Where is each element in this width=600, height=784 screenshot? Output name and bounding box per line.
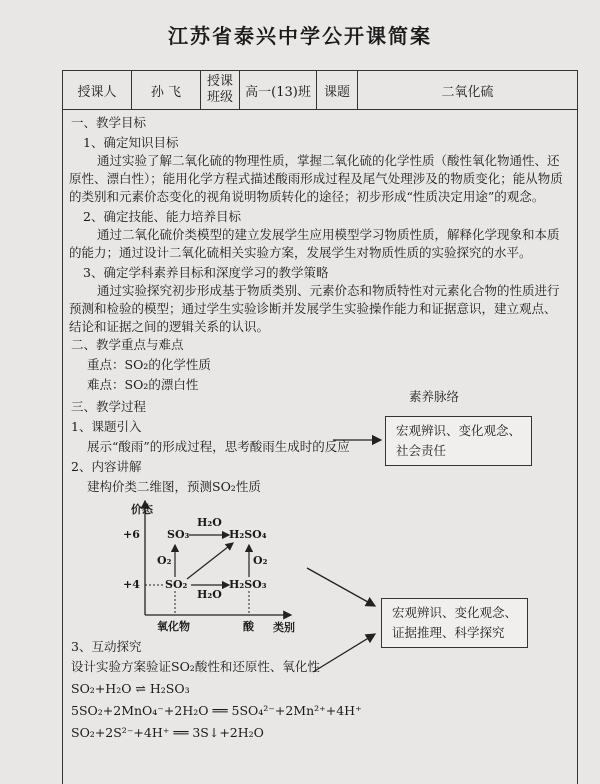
edge-label-h2o-top: H₂O (197, 516, 222, 529)
step2-text: 建构价类二维图，预测SO₂性质 (87, 479, 261, 494)
step1-heading: 1、课题引入 (71, 419, 142, 434)
teacher-name: 孙 飞 (132, 71, 201, 110)
y-tick-plus6: +6 (123, 528, 140, 541)
teacher-label: 授课人 (63, 71, 132, 110)
edge-so2-h2so4 (187, 543, 233, 579)
x-tick-acid: 酸 (243, 620, 254, 633)
difficult-point: 难点：SO₂的漂白性 (87, 377, 199, 392)
lesson-info-table (62, 70, 578, 110)
step3-text: 设计实验方案验证SO₂酸性和还原性、氧化性 (71, 659, 320, 674)
process-heading: 三、教学过程 (71, 399, 147, 414)
equation-1: SO₂+H₂O ⇌ H₂SO₃ (71, 681, 190, 696)
equation-2: 5SO₂+2MnO₄⁻+2H₂O ══ 5SO₄²⁻+2Mn²⁺+4H⁺ (71, 703, 362, 718)
literacy-box-2: 宏观辨识、变化观念、 证据推理、科学探究 (381, 598, 528, 648)
class-name: 高一(13)班 (240, 71, 317, 110)
page-title: 江苏省泰兴中学公开课简案 (168, 24, 432, 48)
goal2-text: 通过二氧化硫价类模型的建立发展学生应用模型学习物质性质，解释化学现象和本质的能力；通过设计二氧化硫相关实验方案，发展学生对物质性质的实验探究的水平。 (69, 227, 560, 260)
node-so2: SO₂ (165, 578, 188, 591)
key-point: 重点：SO₂的化学性质 (87, 357, 211, 372)
x-axis-label: 类别 (273, 621, 295, 634)
node-so3: SO₃ (167, 528, 190, 541)
goal1-heading: 1、确定知识目标 (83, 135, 179, 150)
lesson-body (62, 108, 578, 784)
key-heading: 二、教学重点与难点 (71, 337, 184, 352)
edge-label-o2-right: O₂ (253, 554, 268, 567)
step2-heading: 2、内容讲解 (71, 459, 142, 474)
literacy-heading: 素养脉络 (409, 389, 460, 404)
x-tick-oxide: 氧化物 (157, 620, 190, 633)
topic-label: 课题 (317, 71, 358, 110)
node-h2so4: H₂SO₄ (229, 528, 267, 541)
class-label: 授课班级 (201, 71, 240, 110)
literacy-box-1: 宏观辨识、变化观念、 社会责任 (385, 416, 532, 466)
step1-text: 展示“酸雨”的形成过程，思考酸雨生成时的反应 (87, 439, 350, 454)
arrow-step3-to-box2 (313, 634, 375, 672)
goal3-text: 通过实验探究初步形成基于物质类别、元素价态和物质特性对元素化合物的性质进行预测和检验的模型；通过学生实验诊断并发展学生实验操作能力和证据意识，建立观点、结论和证据之间的逻辑关系的认识。 (69, 283, 560, 334)
equation-3: SO₂+2S²⁻+4H⁺ ══ 3S↓+2H₂O (71, 725, 264, 740)
goal2-heading: 2、确定技能、能力培养目标 (83, 209, 241, 224)
y-tick-plus4: +4 (123, 578, 140, 591)
step3-heading: 3、互动探究 (71, 639, 142, 654)
goal3-heading: 3、确定学科素养目标和深度学习的教学策略 (83, 265, 329, 280)
edge-label-h2o-bottom: H₂O (197, 588, 222, 601)
topic-name: 二氧化硫 (358, 71, 578, 110)
goal1-text: 通过实验了解二氧化硫的物理性质，掌握二氧化硫的化学性质（酸性氧化物通性、还原性、漂白性）；能用化学方程式描述酸雨形成过程及尾气处理涉及的物质变化；能从物质的类别和元素价态变化的视角说明物质转化的途径；初步形成“性质决定用途”的观念。 (69, 153, 563, 204)
arrow-diagram-to-box2 (307, 568, 375, 606)
goals-heading: 一、教学目标 (71, 115, 147, 130)
edge-label-o2-left: O₂ (157, 554, 172, 567)
node-h2so3: H₂SO₃ (229, 578, 267, 591)
y-axis-label: 价态 (131, 503, 153, 516)
